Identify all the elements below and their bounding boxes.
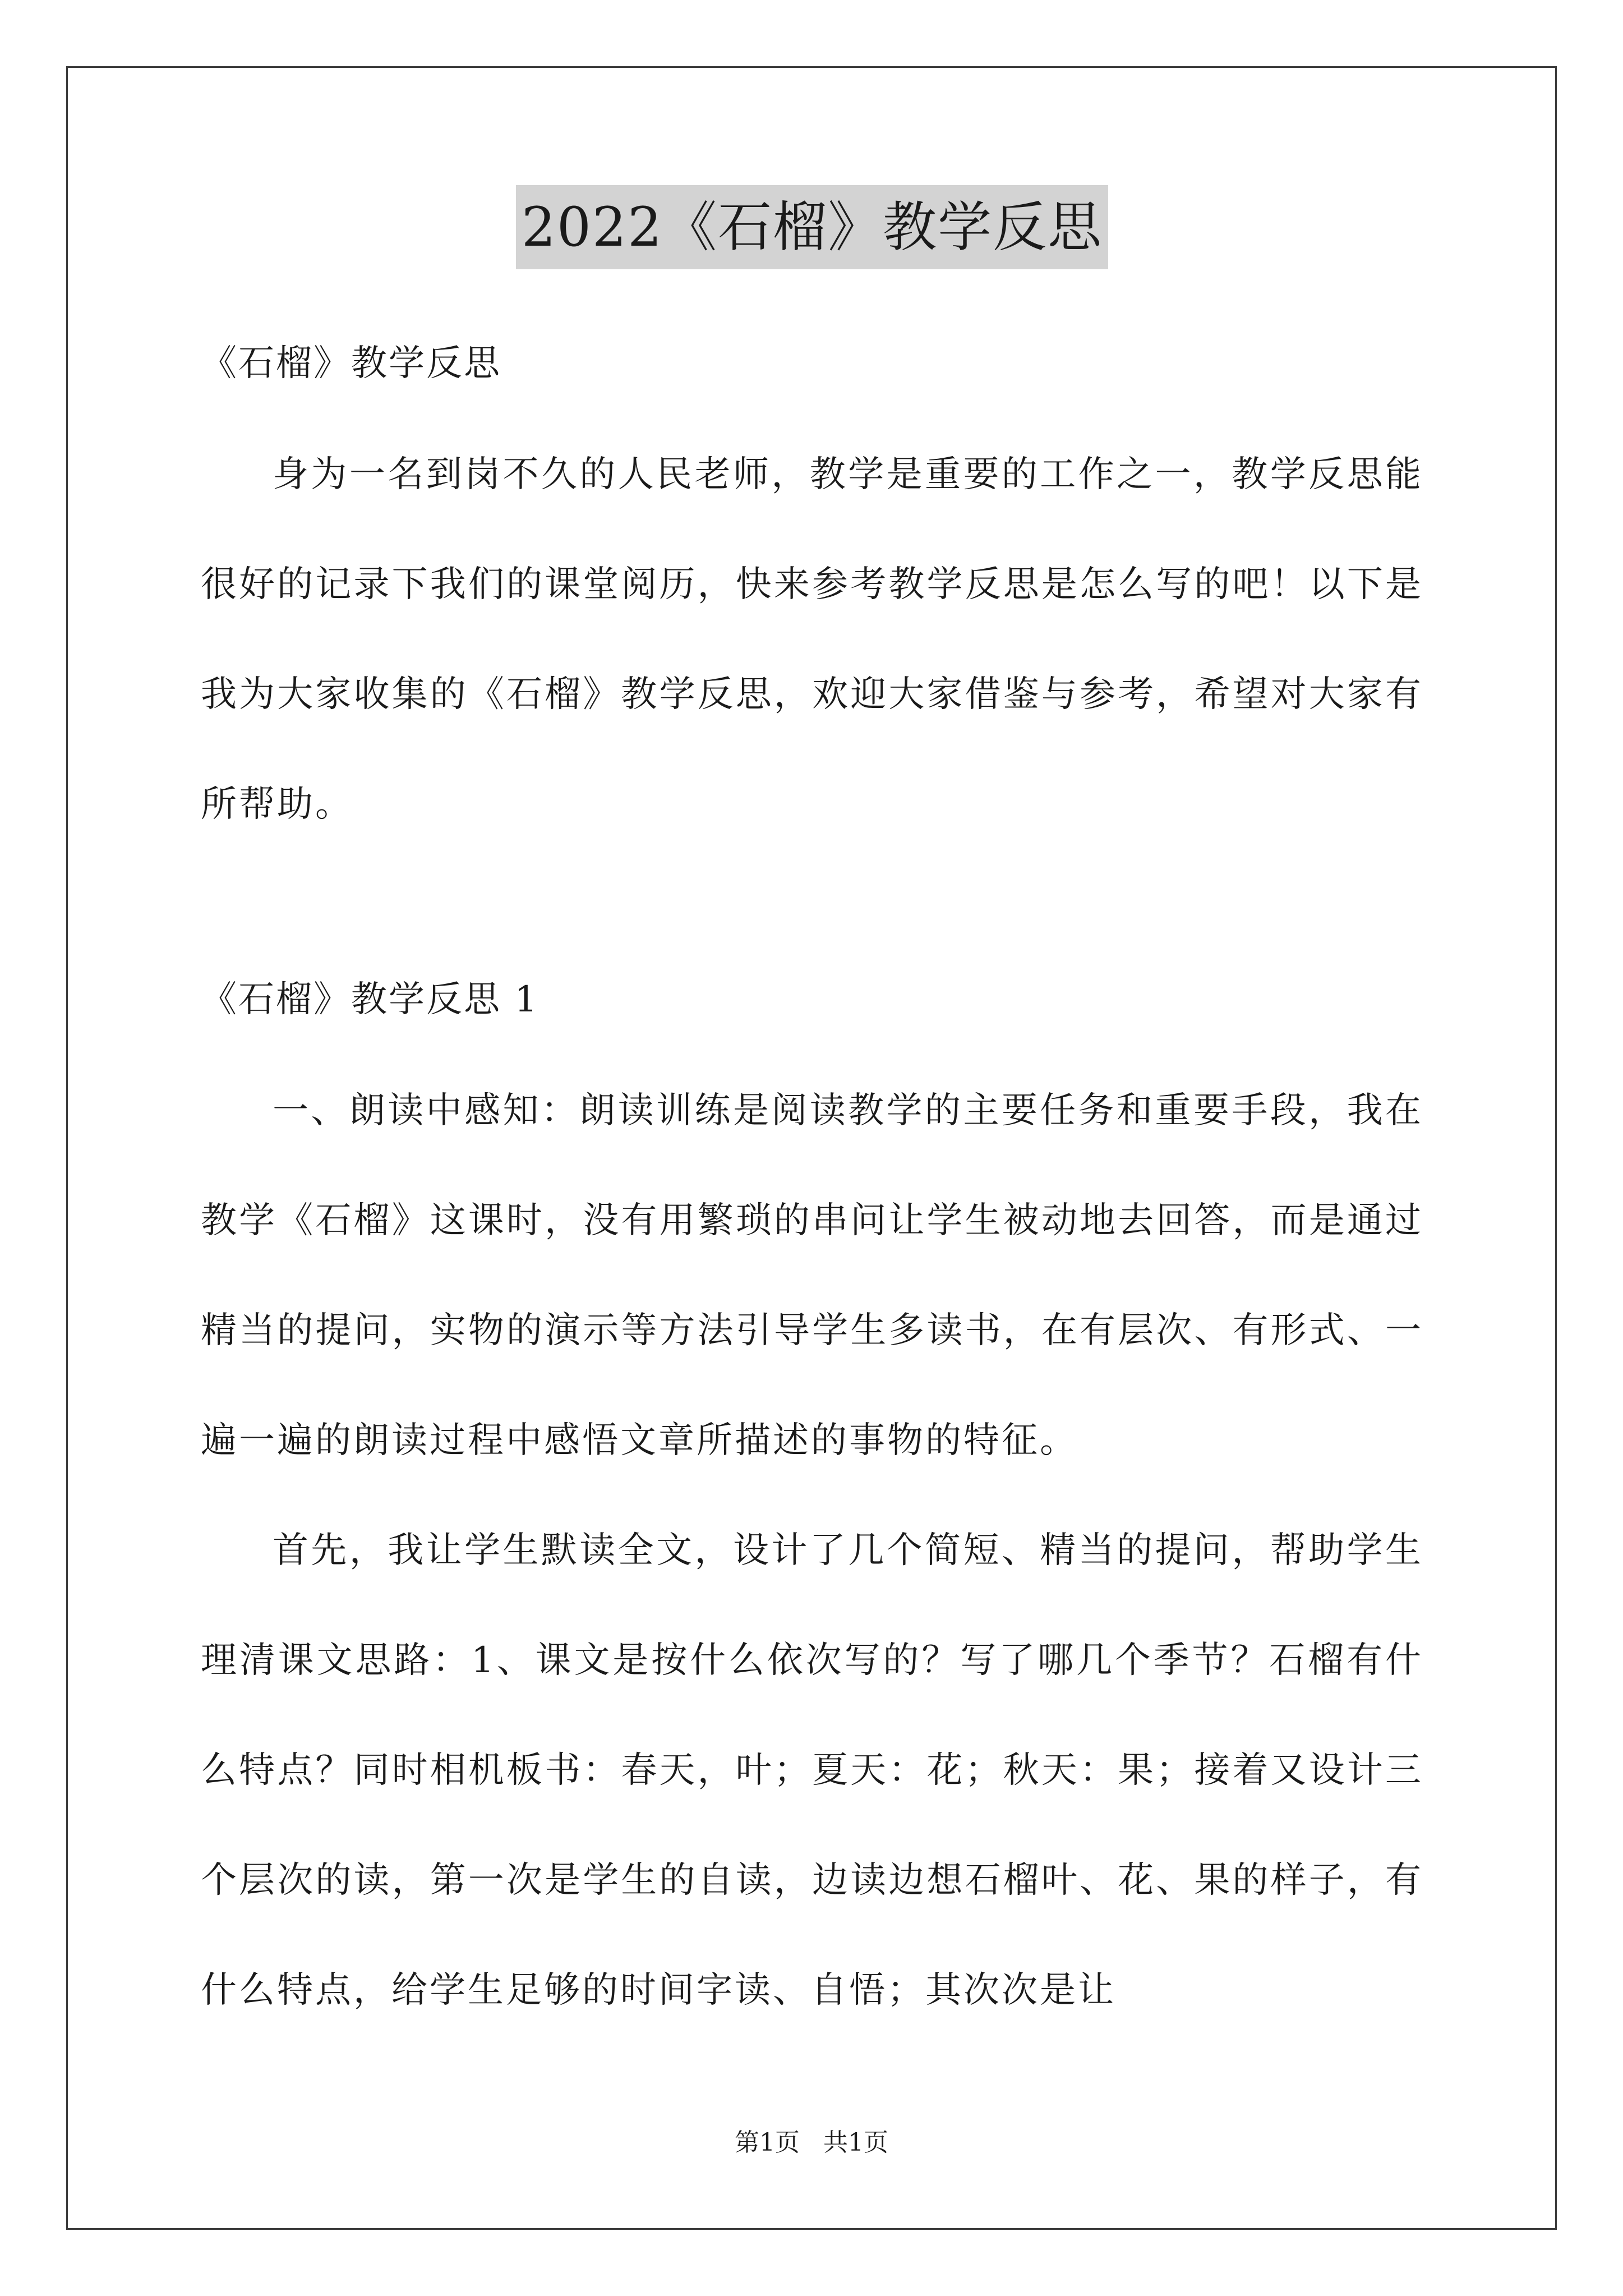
document-title: 2022《石榴》教学反思	[516, 185, 1108, 269]
section-1-paragraph-1: 一、朗读中感知：朗读训练是阅读教学的主要任务和重要手段，我在教学《石榴》这课时，没有用繁琐的串问让学生被动地去回答，而是通过精当的提问，实物的演示等方法引导学生多读书，在有层次、有形式、一遍一遍的朗读过程中感悟文章所描述的事物的特征。	[201, 1090, 1423, 1461]
title-wrap	[201, 185, 1423, 269]
page-number: 第1页	[735, 2128, 800, 2157]
section-1-paragraph-2: 首先，我让学生默读全文，设计了几个简短、精当的提问，帮助学生理清课文思路：1、课文是按什么依次写的？写了哪几个季节？石榴有什么特点？同时相机板书：春天，叶；夏天：花；秋天：果；接着又设计三个层次的读，第一次是学生的自读，边读边想石榴叶、花、果的样子，有什么特点，给学生足够的时间字读、自悟；其次次是让	[201, 1530, 1423, 2011]
page-footer	[0, 2126, 1623, 2160]
document-body	[201, 185, 1423, 2045]
section-1-heading: 《石榴》教学反思 1	[201, 979, 540, 1020]
page-total: 共1页	[823, 2128, 888, 2157]
document-subtitle: 《石榴》教学反思	[201, 343, 501, 384]
intro-paragraph: 身为一名到岗不久的人民老师，教学是重要的工作之一，教学反思能很好的记录下我们的课堂阅历，快来参考教学反思是怎么写的吧！以下是我为大家收集的《石榴》教学反思，欢迎大家借鉴与参考，希望对大家有所帮助。	[201, 454, 1423, 825]
